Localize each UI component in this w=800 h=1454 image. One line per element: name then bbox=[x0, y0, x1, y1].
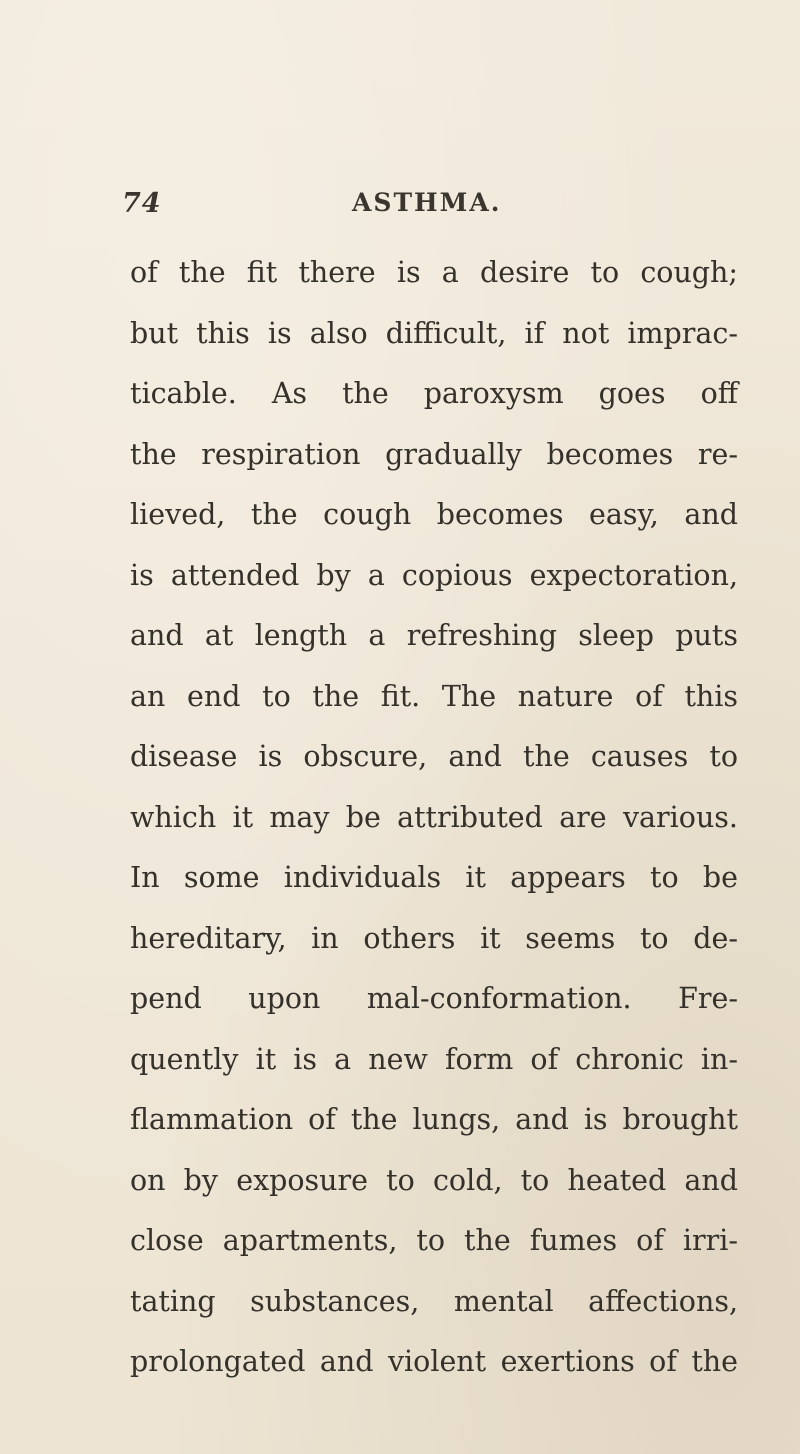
text-line: hereditary, in others it seems to de- bbox=[130, 921, 738, 955]
text-line: ticable. As the paroxysm goes off bbox=[130, 377, 738, 410]
text-line: flammation of the lungs, and is brought bbox=[130, 1103, 738, 1136]
text-line: the respiration gradually becomes re- bbox=[130, 437, 738, 471]
text-line: but this is also difficult, if not imprac- bbox=[130, 316, 738, 350]
page-number: 74 bbox=[122, 188, 162, 219]
running-head: ASTHMA. bbox=[352, 188, 502, 217]
text-line: In some individuals it appears to be bbox=[130, 861, 738, 894]
page-header bbox=[0, 188, 800, 236]
text-line: disease is obscure, and the causes to bbox=[130, 740, 738, 773]
text-line: is attended by a copious expectoration, bbox=[130, 558, 738, 592]
text-line: of the fit there is a desire to cough; bbox=[130, 256, 738, 289]
text-line: an end to the fit. The nature of this bbox=[130, 679, 738, 713]
text-line: which it may be attributed are various. bbox=[130, 800, 738, 834]
text-line: tating substances, mental affections, bbox=[130, 1284, 738, 1318]
text-line: close apartments, to the fumes of irri- bbox=[130, 1224, 738, 1257]
text-line: lieved, the cough becomes easy, and bbox=[130, 498, 738, 531]
text-line: and at length a refreshing sleep puts bbox=[130, 619, 738, 652]
body-text bbox=[130, 243, 738, 1393]
text-line: pend upon mal-conformation. Fre- bbox=[130, 982, 738, 1015]
text-line: on by exposure to cold, to heated and bbox=[130, 1163, 738, 1197]
text-line: quently it is a new form of chronic in- bbox=[130, 1042, 738, 1076]
text-line: prolongated and violent exertions of the bbox=[130, 1345, 738, 1378]
